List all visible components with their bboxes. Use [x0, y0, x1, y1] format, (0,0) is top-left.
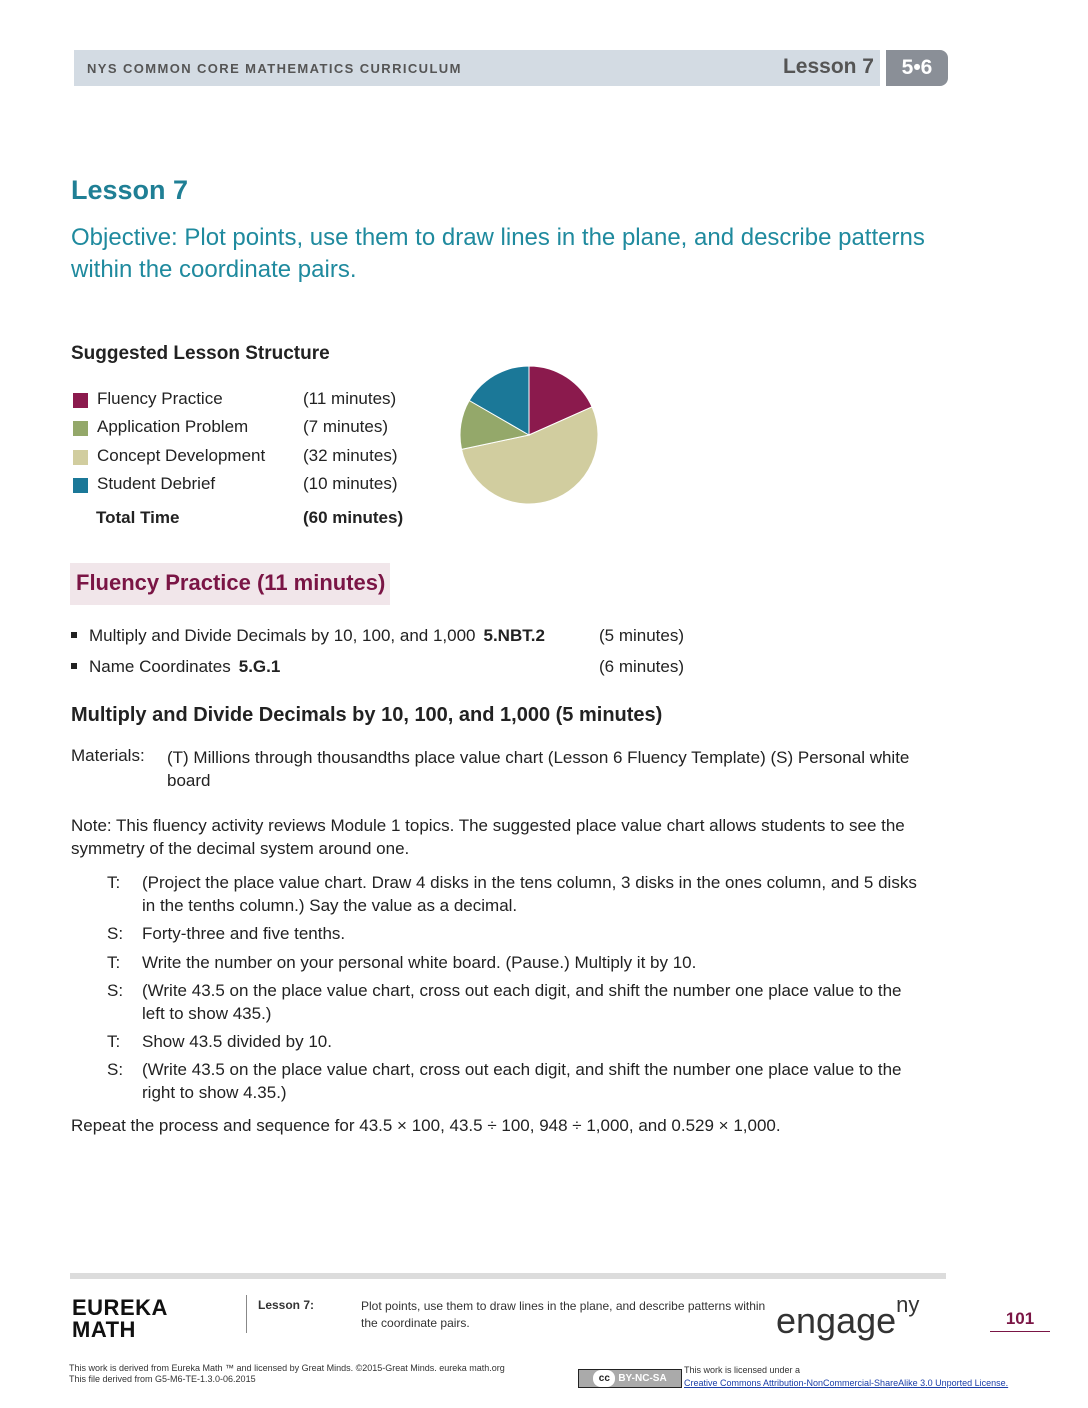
dialogue-speaker: T:	[107, 873, 121, 892]
footer-rule	[70, 1273, 946, 1279]
engageny-logo	[776, 1292, 920, 1342]
footer-divider	[246, 1295, 247, 1333]
legend-swatch	[73, 478, 88, 493]
credit-line-2: This file derived from G5-M6-TE-1.3.0-06.2015	[69, 1374, 256, 1384]
structure-name: Application Problem	[97, 417, 249, 436]
fluency-heading-box	[70, 563, 390, 605]
logo-line-1: EUREKA	[72, 1295, 168, 1320]
structure-minutes: (11 minutes)	[303, 389, 397, 408]
fluency-item-minutes: (5 minutes)	[599, 626, 685, 645]
structure-minutes: (32 minutes)	[303, 446, 398, 465]
dialogue-text: Show 43.5 divided by 10.	[142, 1032, 332, 1051]
structure-name: Student Debrief	[97, 474, 216, 493]
dialogue-speaker: T:	[107, 1032, 121, 1051]
cc-license-badge[interactable]	[578, 1369, 682, 1388]
dialogue-speaker: T:	[107, 953, 121, 972]
total-time-label: Total Time	[96, 508, 180, 527]
fluency-item-text: Name Coordinates	[89, 657, 231, 676]
credit-line-1: This work is derived from Eureka Math ™ and licensed by Great Minds. ©2015-Great Minds. eureka math.org	[69, 1363, 505, 1373]
lesson-objective: Objective: Plot points, use them to draw lines in the plane, and describe patterns within the coordinate pairs.	[71, 224, 925, 283]
license-link[interactable]: Creative Commons Attribution-NonCommercial-ShareAlike 3.0 Unported License.	[684, 1378, 1009, 1388]
engage-text: engage	[776, 1300, 897, 1341]
dialogue-speaker: S:	[107, 1060, 124, 1079]
dialogue-text: (Write 43.5 on the place value chart, cross out each digit, and shift the number one place value to the right to show 4.35.)	[142, 1060, 902, 1102]
fluency-item-standard: 5.NBT.2	[483, 626, 545, 645]
dialogue-text: Write the number on your personal white board. (Pause.) Multiply it by 10.	[142, 953, 697, 972]
footer-objective: Plot points, use them to draw lines in the plane, and describe patterns within the coordinate pairs.	[361, 1299, 766, 1330]
dialogue-speaker: S:	[107, 924, 124, 943]
fluency-heading: Fluency Practice (11 minutes)	[76, 570, 386, 595]
header-lesson: Lesson 7	[782, 55, 874, 78]
logo-line-2: MATH	[72, 1317, 136, 1342]
fluency-item-text: Multiply and Divide Decimals by 10, 100, and 1,000	[89, 626, 476, 645]
bullet-icon	[71, 663, 77, 669]
grade-module-badge: 5•6	[886, 50, 948, 86]
engage-sup: ny	[896, 1292, 920, 1317]
total-time-minutes: (60 minutes)	[303, 508, 404, 527]
materials-label: Materials:	[71, 746, 145, 765]
page-number: 101	[990, 1309, 1050, 1332]
fluency-item-minutes: (6 minutes)	[599, 657, 685, 676]
dialogue-speaker: S:	[107, 981, 124, 1000]
credit-text	[69, 1363, 549, 1385]
structure-minutes: (10 minutes)	[303, 474, 398, 493]
curriculum-title: NYS COMMON CORE MATHEMATICS CURRICULUM	[87, 61, 462, 76]
license-text	[684, 1364, 1044, 1390]
structure-minutes: (7 minutes)	[303, 417, 389, 436]
activity-note: Note: This fluency activity reviews Module 1 topics. The suggested place value chart allows students to see the symmetry of the decimal system around one.	[71, 816, 905, 858]
dialogue-text: Forty-three and five tenths.	[142, 924, 346, 943]
activity-heading: Multiply and Divide Decimals by 10, 100, and 1,000 (5 minutes)	[71, 704, 663, 726]
legend-swatch	[73, 393, 88, 408]
repeat-instructions: Repeat the process and sequence for 43.5 × 100, 43.5 ÷ 100, 948 ÷ 1,000, and 0.529 × 1,000.	[71, 1116, 781, 1135]
bullet-icon	[71, 632, 77, 638]
structure-name: Concept Development	[97, 446, 266, 465]
legend-swatch	[73, 421, 88, 436]
structure-name: Fluency Practice	[97, 389, 223, 408]
header-banner	[74, 50, 948, 86]
cc-icon: cc	[593, 1370, 615, 1387]
eureka-math-logo	[72, 1297, 168, 1341]
dialogue-text: (Project the place value chart. Draw 4 disks in the tens column, 3 disks in the ones column, and 5 disks in the tenths column.) Say the value as a decimal.	[142, 873, 917, 915]
footer-lesson-label: Lesson 7:	[258, 1298, 315, 1312]
legend-swatch	[73, 450, 88, 465]
lesson-structure-pie-chart	[458, 364, 600, 506]
lesson-title: Lesson 7	[71, 175, 189, 205]
dialogue-text: (Write 43.5 on the place value chart, cross out each digit, and shift the number one place value to the left to show 435.)	[142, 981, 902, 1023]
fluency-item-standard: 5.G.1	[238, 657, 281, 676]
materials-text: (T) Millions through thousandths place value chart (Lesson 6 Fluency Template) (S) Personal white board	[167, 748, 910, 790]
cc-badge-label: BY-NC-SA	[618, 1373, 667, 1384]
structure-heading: Suggested Lesson Structure	[71, 343, 330, 364]
license-line-1: This work is licensed under a	[684, 1365, 801, 1375]
